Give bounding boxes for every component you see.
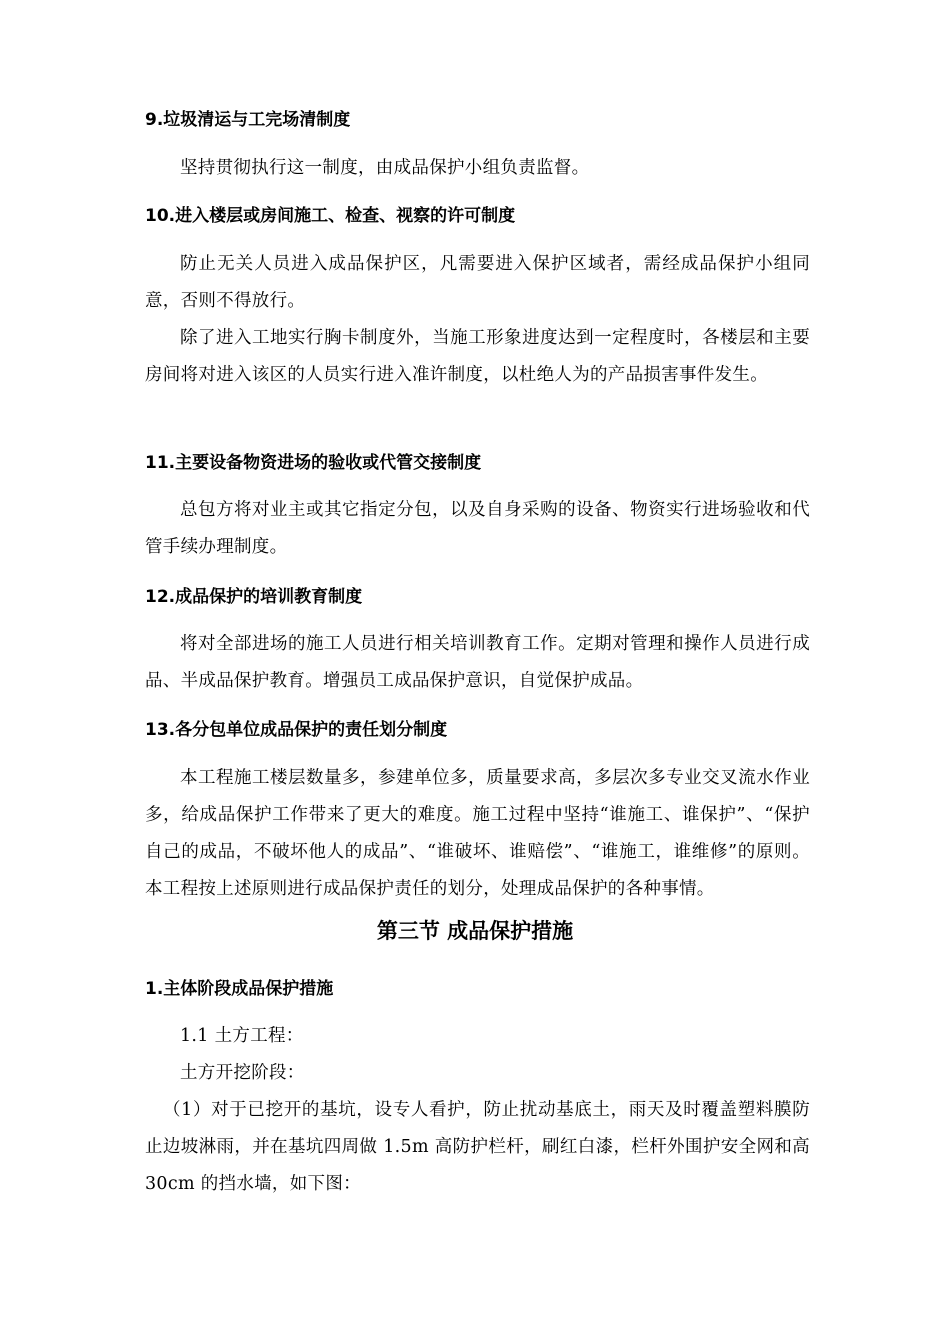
paragraph-11-1: 总包方将对业主或其它指定分包，以及自身采购的设备、物资实行进场验收和代管手续办理制度。 xyxy=(145,500,810,557)
heading-9: 9.垃圾清运与工完场清制度 xyxy=(145,110,351,130)
heading-13: 13.各分包单位成品保护的责任划分制度 xyxy=(145,720,448,740)
heading-12: 12.成品保护的培训教育制度 xyxy=(145,587,363,607)
measure-1: （1）对于已挖开的基坑，设专人看护，防止扰动基底土，雨天及时覆盖塑料膜防止边坡淋雨，并在基坑四周做 1.5m 高防护栏杆，刷红白漆，栏杆外围护安全网和高 30cm 的挡水墙，如下图： xyxy=(145,1100,810,1194)
paragraph-13-1: 本工程施工楼层数量多，参建单位多，质量要求高，多层次多专业交叉流水作业多，给成品保护工作带来了更大的难度。施工过程中坚持“谁施工、谁保护”、“保护自己的成品，不破坏他人的成品”、“谁破坏、谁赔偿”、“谁施工，谁维修”的原则。本工程按上述原则进行成品保护责任的划分，处理成品保护的各种事情。 xyxy=(145,768,810,899)
heading-10: 10.进入楼层或房间施工、检查、视察的许可制度 xyxy=(145,206,516,226)
section-title: 第三节 成品保护措施 xyxy=(376,919,574,943)
paragraph-10-1: 防止无关人员进入成品保护区，凡需要进入保护区域者，需经成品保护小组同意，否则不得放行。 xyxy=(145,254,810,311)
paragraph-9-1: 坚持贯彻执行这一制度，由成品保护小组负责监督。 xyxy=(180,158,590,178)
item-1-1: 1.1 土方工程： xyxy=(180,1026,304,1046)
paragraph-10-2: 除了进入工地实行胸卡制度外，当施工形象进度达到一定程度时，各楼层和主要房间将对进入该区的人员实行进入准许制度，以杜绝人为的产品损害事件发生。 xyxy=(145,328,810,385)
heading-11: 11.主要设备物资进场的验收或代管交接制度 xyxy=(145,453,482,473)
stage-label: 土方开挖阶段： xyxy=(180,1063,305,1083)
subsection-heading: 1.主体阶段成品保护措施 xyxy=(145,979,334,999)
paragraph-12-1: 将对全部进场的施工人员进行相关培训教育工作。定期对管理和操作人员进行成品、半成品保护教育。增强员工成品保护意识，自觉保护成品。 xyxy=(145,634,810,691)
